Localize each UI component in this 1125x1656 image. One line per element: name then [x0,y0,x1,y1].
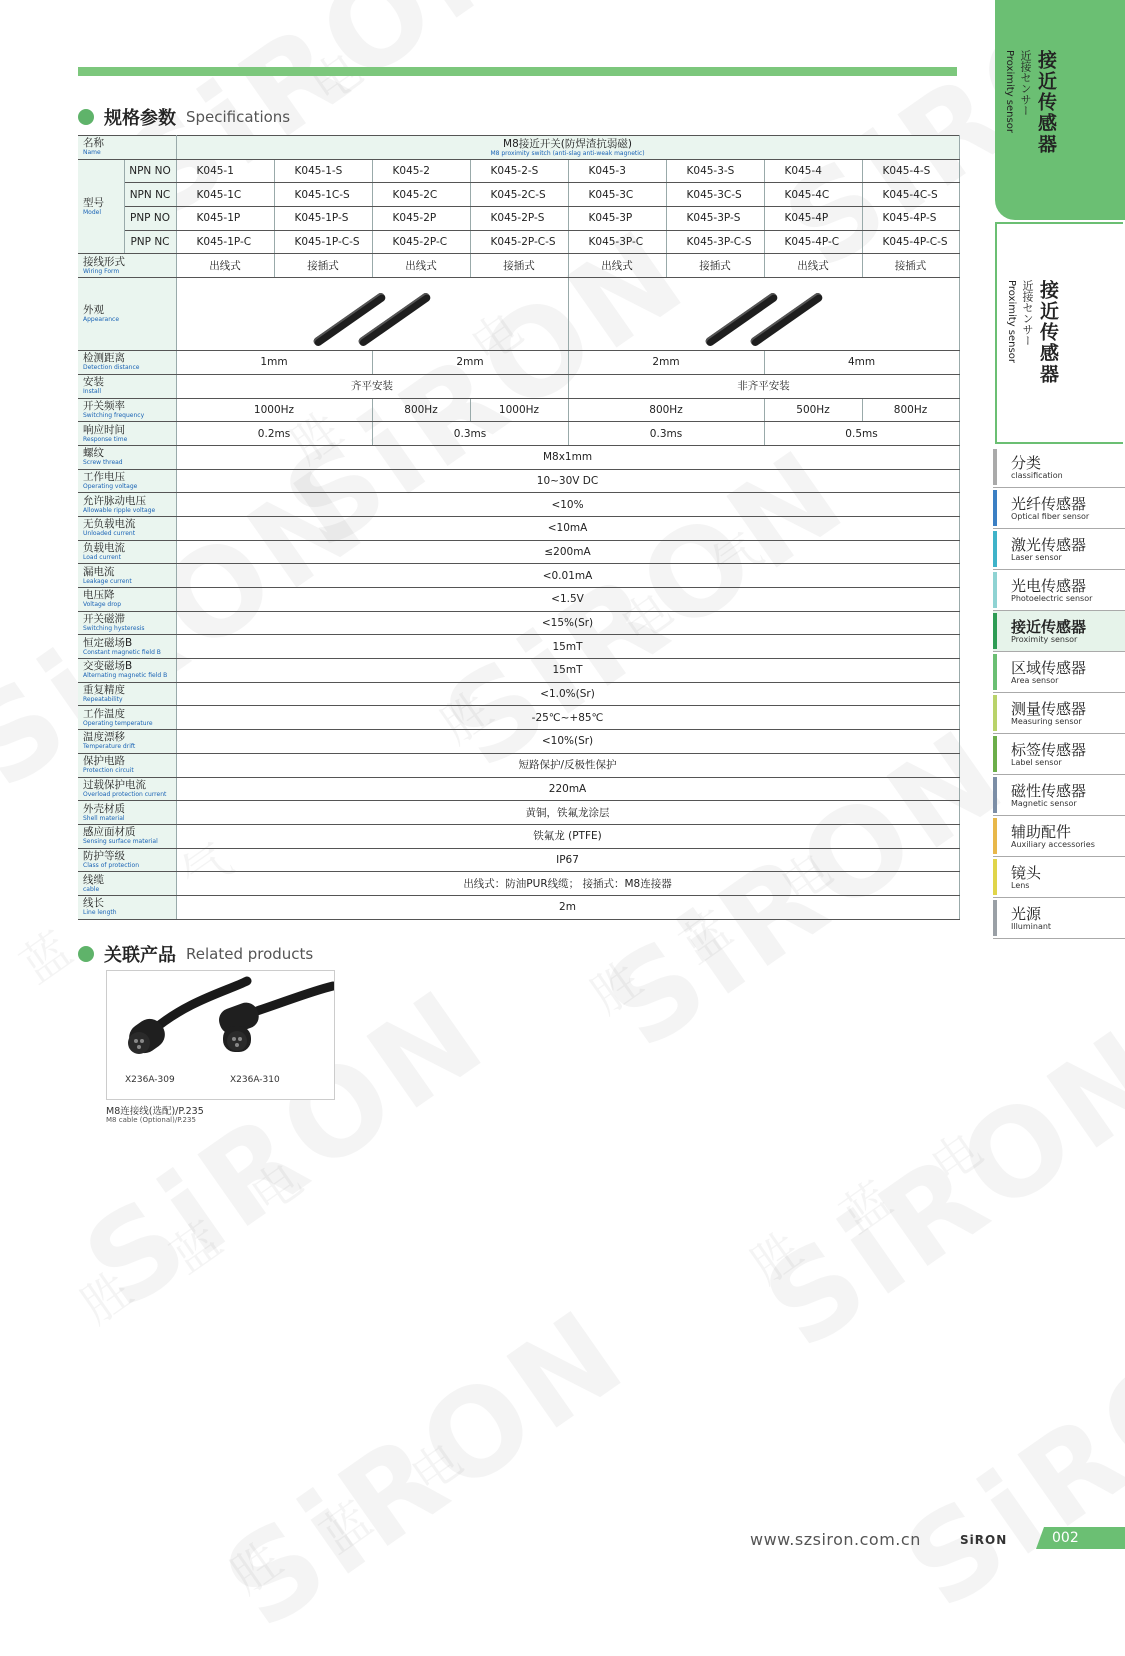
sidebar-item-sublabel: Illuminant [1011,922,1052,931]
table-cell: K045-4-S [862,159,959,183]
sidebar-item[interactable] [993,693,1125,734]
sidebar-item[interactable] [993,857,1125,898]
specs-title-cn: 规格参数 [104,108,176,129]
install-label: 安装 Install [78,374,176,398]
sidebar-item[interactable] [993,570,1125,611]
sidebar-item[interactable] [993,529,1125,570]
table-cell: K045-3C [568,183,666,207]
sidebar-item[interactable] [993,488,1125,529]
table-cell: K045-4C-S [862,183,959,207]
appearance-image-flush [176,278,568,351]
appearance-label: 外观 Appearance [78,278,176,351]
table-cell: 1000Hz [470,398,568,422]
table-cell: 500Hz [764,398,862,422]
bullet-icon [78,109,94,125]
table-cell: K045-1P [176,207,274,231]
table-row [78,230,959,254]
sidebar-item-label: 测量传感器 [1011,700,1087,718]
table-cell: K045-3 [568,159,666,183]
sidebar-item-sublabel: Lens [1011,881,1030,890]
spec-label: 工作电压 Operating voltage [78,469,176,493]
spec-table [78,135,960,920]
spec-label: 恒定磁场B Constant magnetic field B [78,635,176,659]
spec-value: 铁氟龙 (PTFE) [176,824,959,848]
table-cell: K045-4C [764,183,862,207]
table-cell: K045-1P-C [176,230,274,254]
sidebar-item-sublabel: Optical fiber sensor [1011,512,1090,521]
table-row [78,207,959,231]
spec-value: <10mA [176,516,959,540]
table-cell: K045-4P [764,207,862,231]
table-row [78,682,959,706]
sidebar-nav [993,447,1125,939]
spec-label: 线长 Line length [78,895,176,919]
spec-label: 负载电流 Load current [78,540,176,564]
related-heading [78,941,313,967]
sidebar-item[interactable] [993,775,1125,816]
spec-value: IP67 [176,848,959,872]
sidebar-tab-en: Proximity sensor [1006,280,1017,363]
table-row [78,872,959,896]
table-row [78,136,959,160]
response-label: 响应时间 Response time [78,422,176,446]
table-row [78,753,959,777]
table-row [78,895,959,919]
spec-label: 线缆 cable [78,872,176,896]
spec-value: -25℃~+85℃ [176,706,959,730]
sidebar-item-color-bar [993,818,997,854]
table-row [78,469,959,493]
related-item-label: X236A-310 [230,1075,280,1085]
related-title-en: Related products [186,945,314,963]
spec-value: <1.0%(Sr) [176,682,959,706]
sidebar-item-label: 光电传感器 [1011,577,1087,595]
spec-value: <10%(Sr) [176,730,959,754]
watermark [305,1482,384,1566]
sidebar-item-label: 光纤传感器 [1011,495,1087,513]
table-cell: 出线式 [372,254,470,278]
model-type: NPN NO [124,159,176,183]
spec-value: 2m [176,895,959,919]
related-caption-cn: M8连接线(选配)/P.235 [106,1106,204,1117]
table-row [78,706,959,730]
related-title-cn: 关联产品 [104,945,176,966]
spec-label: 开关磁滞 Switching hysteresis [78,611,176,635]
table-row [78,635,959,659]
sidebar-item-label: 辅助配件 [1011,823,1072,841]
related-product-card[interactable] [106,970,335,1100]
table-cell: 2mm [568,351,764,375]
table-cell: 0.3ms [568,422,764,446]
sidebar-tab-active[interactable] [995,0,1125,220]
table-cell: 2mm [372,351,568,375]
table-cell: K045-3P-S [666,207,764,231]
table-cell: 非齐平安装 [568,374,959,398]
sidebar-item-label: 标签传感器 [1011,741,1087,759]
frequency-label: 开关频率 Switching frequency [78,398,176,422]
table-row [78,398,959,422]
table-row [78,374,959,398]
table-cell: 出线式 [764,254,862,278]
table-cell: K045-2-S [470,159,568,183]
sidebar-item-label: 激光传感器 [1011,536,1087,554]
table-row [78,540,959,564]
sidebar-tab-outline[interactable] [995,222,1123,444]
watermark [825,1162,904,1246]
table-cell: K045-1C-S [274,183,372,207]
model-type: NPN NC [124,183,176,207]
watermark [735,1212,814,1296]
watermark [215,1522,294,1606]
table-row [78,493,959,517]
model-type: PNP NC [124,230,176,254]
sidebar-item-color-bar [993,449,997,485]
table-cell: K045-2P-S [470,207,568,231]
table-cell: K045-1-S [274,159,372,183]
sidebar-item-label: 镜头 [1011,864,1042,882]
table-cell: 接插式 [666,254,764,278]
table-cell: K045-1P-S [274,207,372,231]
table-row [78,801,959,825]
sidebar-item-color-bar [993,859,997,895]
spec-value: 黄铜，铁氟龙涂层 [176,801,959,825]
cable-connectors-image [107,971,334,1071]
sidebar-tab-jp: 近接センサー [1019,50,1032,116]
table-row [78,254,959,278]
watermark [575,942,654,1026]
sidebar-item-sublabel: Photoelectric sensor [1011,594,1093,603]
sidebar-item-label: 接近传感器 [1011,618,1087,636]
sidebar-item-color-bar [993,490,997,526]
sidebar-item-label: 区域传感器 [1011,659,1087,677]
sidebar-item-label: 分类 [1011,454,1042,472]
spec-label: 工作温度 Operating temperature [78,706,176,730]
sidebar-item-sublabel: Auxiliary accessories [1011,840,1095,849]
sidebar-item-color-bar [993,572,997,608]
related-caption-en: M8 cable (Optional)/P.235 [106,1116,196,1124]
watermark [741,1003,1125,1376]
table-row [78,564,959,588]
watermark [915,1112,994,1196]
page-number: 002 [1036,1527,1125,1549]
table-row [78,777,959,801]
table-cell: K045-4P-C [764,230,862,254]
wiring-label: 接线形式 Wiring Form [78,254,176,278]
table-cell: K045-3P-C-S [666,230,764,254]
watermark [155,1202,234,1286]
table-cell: 接插式 [274,254,372,278]
table-cell: K045-3P [568,207,666,231]
watermark [201,1283,651,1656]
spec-value: 短路保护/反极性保护 [176,753,959,777]
table-row [78,848,959,872]
sidebar-item-sublabel: Measuring sensor [1011,717,1082,726]
spec-value: <1.5V [176,588,959,612]
spec-value: ≤200mA [176,540,959,564]
table-cell: 800Hz [862,398,959,422]
table-cell: 4mm [764,351,959,375]
sidebar-item-color-bar [993,736,997,772]
sidebar-item[interactable] [993,611,1125,652]
sidebar-item-color-bar [993,531,997,567]
spec-value: <10% [176,493,959,517]
spec-label: 电压降 Voltage drop [78,588,176,612]
sidebar-item[interactable] [993,652,1125,693]
table-cell: K045-2C [372,183,470,207]
watermark [395,1422,474,1506]
table-cell: K045-1 [176,159,274,183]
table-cell: K045-3P-C [568,230,666,254]
table-row [78,516,959,540]
sidebar-item[interactable] [993,734,1125,775]
table-row [78,159,959,183]
watermark [235,1142,314,1226]
table-cell: 接插式 [862,254,959,278]
table-cell: K045-4 [764,159,862,183]
table-row [78,445,959,469]
sensor-rod-image [312,292,387,348]
table-cell: 齐平安装 [176,374,568,398]
table-row [78,351,959,375]
sidebar-item[interactable] [993,816,1125,857]
table-cell: K045-2 [372,159,470,183]
sidebar-tab-en: Proximity sensor [1004,50,1015,133]
table-cell: 800Hz [372,398,470,422]
table-row [78,588,959,612]
spec-label: 漏电流 Leakage current [78,564,176,588]
table-cell: K045-3C-S [666,183,764,207]
specs-heading [78,104,290,130]
spec-label: 过载保护电流 Overload protection current [78,777,176,801]
spec-value: 15mT [176,659,959,683]
table-cell: 0.3ms [372,422,568,446]
sidebar-item-color-bar [993,695,997,731]
footer-url[interactable]: www.szsiron.com.cn [750,1530,921,1549]
table-cell: K045-2P [372,207,470,231]
appearance-image-nonflush [568,278,959,351]
spec-label: 温度漂移 Temperature drift [78,730,176,754]
watermark [5,912,84,996]
table-cell: K045-1P-C-S [274,230,372,254]
sidebar-tab-title: 接近传感器 [1035,50,1057,155]
table-cell: K045-2C-S [470,183,568,207]
sidebar-item[interactable] [993,898,1125,939]
sidebar-item-color-bar [993,613,997,649]
sidebar-item-color-bar [993,900,997,936]
sidebar-item-label: 磁性传感器 [1011,782,1087,800]
sidebar-item-sublabel: Proximity sensor [1011,635,1078,644]
watermark [881,1263,1125,1636]
spec-label: 感应面材质 Sensing surface material [78,824,176,848]
table-cell: 出线式 [176,254,274,278]
sidebar-tab-jp: 近接センサー [1021,280,1034,346]
sidebar-item-sublabel: Area sensor [1011,676,1059,685]
table-cell: 1000Hz [176,398,372,422]
model-type: PNP NO [124,207,176,231]
table-cell: K045-4P-S [862,207,959,231]
sidebar-item-label: 光源 [1011,905,1042,923]
table-cell: K045-2P-C [372,230,470,254]
specs-title-en: Specifications [186,108,291,126]
spec-label: 保护电路 Protection circuit [78,753,176,777]
bullet-icon [78,946,94,962]
spec-label: 螺纹 Screw thread [78,445,176,469]
sidebar-item-sublabel: Magnetic sensor [1011,799,1077,808]
table-cell: K045-2P-C-S [470,230,568,254]
spec-label: 外壳材质 Shell material [78,801,176,825]
sidebar-item-color-bar [993,777,997,813]
spec-value: <15%(Sr) [176,611,959,635]
spec-label: 无负载电流 Unloaded current [78,516,176,540]
model-label: 型号 Model [78,159,124,254]
spec-label: 交变磁场B Alternating magnetic field B [78,659,176,683]
spec-value: 出线式：防油PUR线缆； 接插式：M8连接器 [176,872,959,896]
table-cell: K045-3-S [666,159,764,183]
table-row [78,278,959,351]
spec-label: 允许脉动电压 Allowable ripple voltage [78,493,176,517]
spec-value: <0.01mA [176,564,959,588]
watermark [65,1252,144,1336]
header-bar [78,67,957,76]
table-row [78,422,959,446]
sidebar-item-sublabel: classification [1011,471,1063,480]
spec-value: 220mA [176,777,959,801]
spec-value: M8x1mm [176,445,959,469]
spec-value: 15mT [176,635,959,659]
table-cell: 接插式 [470,254,568,278]
sidebar-tab-title: 接近传感器 [1037,280,1059,385]
product-name: M8接近开关(防焊渣抗弱磁) M8 proximity switch (anti-slag anti-weak magnetic) [176,136,959,160]
spec-value: 10~30V DC [176,469,959,493]
table-cell: 出线式 [568,254,666,278]
table-cell: 1mm [176,351,372,375]
table-row [78,611,959,635]
table-row [78,183,959,207]
sidebar-item[interactable] [993,447,1125,488]
table-cell: K045-1C [176,183,274,207]
related-item-label: X236A-309 [125,1075,175,1085]
table-row [78,824,959,848]
table-cell: 0.2ms [176,422,372,446]
table-cell: 0.5ms [764,422,959,446]
footer-logo: SiRON [960,1533,1008,1547]
sidebar-item-sublabel: Laser sensor [1011,553,1062,562]
table-row [78,659,959,683]
detection-label: 检测距离 Detection distance [78,351,176,375]
sidebar-item-sublabel: Label sensor [1011,758,1062,767]
sensor-rod-image [704,292,779,348]
sidebar-item-color-bar [993,654,997,690]
spec-label: 防护等级 Class of protection [78,848,176,872]
name-label: 名称 Name [78,136,176,160]
table-row [78,730,959,754]
spec-label: 重复精度 Repeatability [78,682,176,706]
table-cell: K045-4P-C-S [862,230,959,254]
table-cell: 800Hz [568,398,764,422]
